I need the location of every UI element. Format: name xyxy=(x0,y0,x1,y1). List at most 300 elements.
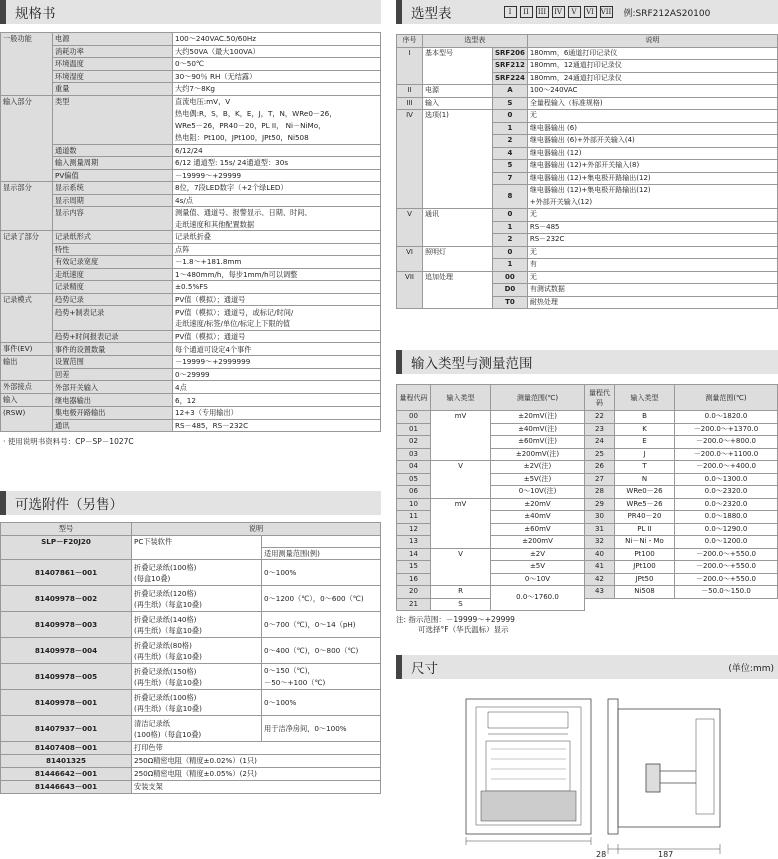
range-type: mV xyxy=(431,411,491,424)
sel-code: 1 xyxy=(493,221,528,234)
sel-name: 照明灯 xyxy=(423,246,493,259)
sel-desc-line1: 100～240VAC xyxy=(529,86,578,94)
sel-row xyxy=(397,172,778,185)
sel-code: 4 xyxy=(493,147,528,160)
sel-no: I xyxy=(397,47,423,60)
sel-desc-line1: 继电器输出 (12)+集电极开路输出(12) xyxy=(529,186,651,194)
range-code: 13 xyxy=(397,536,431,549)
sel-no xyxy=(397,135,423,148)
sel-desc xyxy=(527,271,777,284)
spec-item: 趋势+制表记录 xyxy=(53,306,173,318)
spec-category: 输入 xyxy=(1,394,53,407)
range-type xyxy=(431,561,491,574)
spec-row xyxy=(1,194,381,207)
sel-no xyxy=(397,284,423,297)
range-row xyxy=(397,511,778,524)
sel-no: V xyxy=(397,209,423,222)
spec-category xyxy=(1,58,53,71)
range-note-2: 可选择°F（华氏温标）显示 xyxy=(418,625,509,634)
spec-value: 每个通道可设定4个事件 xyxy=(173,343,381,356)
spec-row xyxy=(1,356,381,369)
range-row xyxy=(397,498,778,511)
range-value: －200.0～+550.0 xyxy=(675,573,778,586)
range-code: 31 xyxy=(585,523,615,536)
sel-no xyxy=(397,160,423,173)
range-code: 16 xyxy=(397,573,431,586)
sel-desc-line1: 全量程输入（标准规格) xyxy=(529,98,603,107)
spec-category xyxy=(1,330,53,343)
spec-value: PV值（模拟）；通道号，或标记/时间/ xyxy=(173,306,381,318)
sel-name xyxy=(423,135,493,148)
spec-category: 事件(EV) xyxy=(1,343,53,356)
acc-desc-line2: (再生纸)（每盒10叠) xyxy=(134,703,202,713)
front-view xyxy=(466,699,591,845)
range-value: ±5V(注) xyxy=(491,473,585,486)
sel-row xyxy=(397,185,778,209)
spec-value: 0～29999 xyxy=(173,368,381,381)
dimension-unit: (单位:mm) xyxy=(728,663,774,674)
sel-code: SRF224 xyxy=(493,72,528,85)
acc-code: 81446643－001 xyxy=(1,781,132,794)
sel-desc xyxy=(527,221,777,234)
range-code: 40 xyxy=(585,548,615,561)
range-type: E xyxy=(615,436,675,449)
acc-code: 81409978－005 xyxy=(1,664,132,690)
range-code: 24 xyxy=(585,436,615,449)
sel-name: 通讯 xyxy=(423,209,493,222)
spec-value: 12+3（专用输出） xyxy=(173,407,381,420)
sel-desc xyxy=(527,85,777,98)
spec-category xyxy=(1,368,53,381)
range-code: 05 xyxy=(397,473,431,486)
range-code: 32 xyxy=(585,536,615,549)
spec-section-header xyxy=(0,0,381,24)
range-value: ±20mV(注) xyxy=(491,411,585,424)
side-view xyxy=(608,699,720,854)
range-type xyxy=(431,473,491,486)
spec-category: 显示部分 xyxy=(1,182,53,195)
roman-code-box: VII xyxy=(600,8,612,16)
acc-row xyxy=(1,690,381,716)
acc-range xyxy=(262,612,381,638)
spec-category: (RSW) xyxy=(1,407,53,420)
sel-desc xyxy=(527,234,777,247)
spec-category: 记录模式 xyxy=(1,293,53,306)
sel-name: 输入 xyxy=(423,97,493,110)
range-code: 42 xyxy=(585,573,615,586)
sel-row xyxy=(397,284,778,297)
spec-row xyxy=(1,182,381,195)
spec-category: 外部接点 xyxy=(1,381,53,394)
accessory-table xyxy=(0,522,381,794)
range-value: ±200mV(注) xyxy=(491,448,585,461)
range-type: Ni508 xyxy=(615,586,675,599)
sel-row xyxy=(397,234,778,247)
spec-row xyxy=(1,231,381,244)
spec-value: 测量值、通道号、报警显示、日期、时间、 xyxy=(173,207,381,219)
range-value: －200.0～+550.0 xyxy=(675,561,778,574)
range-row xyxy=(397,423,778,436)
sel-desc-line1: 180mm，6通道打印记录仪 xyxy=(529,48,618,57)
spec-category xyxy=(1,281,53,294)
acc-desc-line2: (每盒10叠) xyxy=(134,573,171,583)
spec-row xyxy=(1,132,381,144)
selection-section-header xyxy=(396,0,778,24)
spec-category xyxy=(1,157,53,170)
acc-range-line1: 用于洁净房间，0～100% xyxy=(264,723,347,733)
sel-desc xyxy=(527,284,777,297)
rng-col-range-l: 测量范围(℃) xyxy=(491,385,585,411)
sel-row xyxy=(397,271,778,284)
range-value: 0.0～1290.0 xyxy=(675,523,778,536)
range-type: K xyxy=(615,423,675,436)
sel-row xyxy=(397,47,778,60)
acc-code: 81407408－001 xyxy=(1,742,132,755)
sel-row xyxy=(397,209,778,222)
spec-category xyxy=(1,169,53,182)
acc-row xyxy=(1,755,381,768)
acc-range-line1: 0～150（℃)， xyxy=(264,666,315,675)
acc-code: 81409978－001 xyxy=(1,690,132,716)
range-code: 02 xyxy=(397,436,431,449)
sel-col-no: 序号 xyxy=(397,35,423,48)
range-type: B xyxy=(615,411,675,424)
spec-row xyxy=(1,120,381,132)
sel-desc-line1: 无 xyxy=(529,247,537,256)
range-type: J xyxy=(615,448,675,461)
dimension-title: 尺寸 xyxy=(411,661,438,677)
sel-no xyxy=(397,221,423,234)
range-type: Ni－Ni・Mo xyxy=(615,536,675,549)
acc-code: 81409978－004 xyxy=(1,638,132,664)
range-value: 0～10V(注) xyxy=(491,486,585,499)
range-type: S xyxy=(431,598,491,611)
acc-desc xyxy=(132,664,262,690)
spec-row xyxy=(1,83,381,96)
range-title: 输入类型与测量范围 xyxy=(411,356,533,372)
spec-category: 输出 xyxy=(1,356,53,369)
spec-category xyxy=(1,132,53,144)
spec-row xyxy=(1,268,381,281)
spec-category xyxy=(1,306,53,318)
selection-title: 选型表 xyxy=(411,6,452,22)
spec-row xyxy=(1,33,381,46)
range-section-header xyxy=(396,350,778,374)
sel-name xyxy=(423,296,493,309)
sel-name xyxy=(423,259,493,272)
range-note-1: 注: 指示范围：－19999～+29999 xyxy=(396,615,515,624)
range-code: 27 xyxy=(585,473,615,486)
sel-desc-line1: 继电器输出 (12)+外部开关输入(8) xyxy=(529,161,640,169)
acc-desc-line2: (100格)（每盒10叠) xyxy=(134,729,202,739)
spec-value: 记录纸折叠 xyxy=(173,231,381,244)
spec-item: 走纸速度 xyxy=(53,268,173,281)
spec-item: 回差 xyxy=(53,368,173,381)
sel-no xyxy=(397,234,423,247)
spec-category xyxy=(1,108,53,120)
sel-name xyxy=(423,221,493,234)
spec-value: 走纸速度/标签/单位/标定上下限的值 xyxy=(173,318,381,330)
acc-desc: 250Ω精密电阻（精度±0.02%）(1只) xyxy=(132,755,381,768)
rng-col-code-r: 量程代码 xyxy=(585,385,615,411)
sel-name xyxy=(423,160,493,173)
range-value: 0.0～1200.0 xyxy=(675,536,778,549)
spec-row xyxy=(1,368,381,381)
range-value: －200.0～+1370.0 xyxy=(675,423,778,436)
roman-code-box: VI xyxy=(584,6,597,18)
range-value: 0.0～2320.0 xyxy=(675,486,778,499)
acc-code: 81409978－003 xyxy=(1,612,132,638)
spec-value: 4点 xyxy=(173,381,381,394)
acc-desc-line1: 折叠记录纸(140格) xyxy=(134,614,197,624)
spec-row xyxy=(1,343,381,356)
spec-category xyxy=(1,144,53,157)
acc-range xyxy=(262,586,381,612)
selection-table xyxy=(396,34,778,309)
sel-desc xyxy=(527,47,777,60)
range-value: 0.0～2320.0 xyxy=(675,498,778,511)
spec-row xyxy=(1,293,381,306)
range-type: mV xyxy=(431,498,491,511)
spec-row xyxy=(1,108,381,120)
spec-row xyxy=(1,330,381,343)
spec-value: 热电偶:R，S，B，K，E，J，T，N，WRe0－26， xyxy=(173,108,381,120)
spec-title: 规格书 xyxy=(15,6,56,22)
sel-name: 基本型号 xyxy=(423,47,493,60)
acc-desc: 安装支架 xyxy=(132,781,381,794)
spec-value: 100～240VAC.50/60Hz xyxy=(173,33,381,46)
sel-code: S xyxy=(493,97,528,110)
sel-desc xyxy=(527,259,777,272)
range-type: PL II xyxy=(615,523,675,536)
sel-desc-line1: 无 xyxy=(529,111,537,119)
sel-desc xyxy=(527,185,777,209)
spec-item: 设置范围 xyxy=(53,356,173,369)
acc-desc-line1: 折叠记录纸(100格) xyxy=(134,692,197,702)
acc-range-line1: 0～700（℃)，0～14（pH) xyxy=(264,619,356,629)
acc-desc-line1: 折叠记录纸(150格) xyxy=(134,666,197,676)
sel-row xyxy=(397,259,778,272)
range-code: 04 xyxy=(397,461,431,474)
spec-category xyxy=(1,83,53,96)
sel-row xyxy=(397,246,778,259)
acc-range xyxy=(262,716,381,742)
range-type xyxy=(431,536,491,549)
spec-value: PV值（模拟）；通道号 xyxy=(173,293,381,306)
spec-row xyxy=(1,144,381,157)
spec-item: 集电极开路输出 xyxy=(53,407,173,420)
spec-value: 点阵 xyxy=(173,243,381,256)
acc-desc xyxy=(132,586,262,612)
spec-value: RS－485，RS－232C xyxy=(173,419,381,432)
rng-col-range-r: 测量范围(℃) xyxy=(675,385,778,411)
spec-category: 记录了部分 xyxy=(1,231,53,244)
spec-category xyxy=(1,45,53,58)
sel-desc-line1: RS－485 xyxy=(529,222,560,231)
spec-item: PV偏值 xyxy=(53,169,173,182)
acc-desc xyxy=(132,638,262,664)
spec-item: 外部开关输入 xyxy=(53,381,173,394)
spec-item: 继电器输出 xyxy=(53,394,173,407)
spec-item: 通道数 xyxy=(53,144,173,157)
sel-code: SRF206 xyxy=(493,47,528,60)
sel-code: 2 xyxy=(493,234,528,247)
sel-code: 1 xyxy=(493,259,528,272)
spec-row xyxy=(1,419,381,432)
acc-range xyxy=(262,664,381,690)
acc-row xyxy=(1,664,381,690)
roman-code-box: II xyxy=(520,6,533,18)
range-table xyxy=(396,384,778,611)
sel-desc xyxy=(527,209,777,222)
sel-name xyxy=(423,72,493,85)
sel-code: 0 xyxy=(493,110,528,123)
sel-desc-line1: 无 xyxy=(529,272,537,281)
range-row xyxy=(397,523,778,536)
range-code: 30 xyxy=(585,511,615,524)
acc-col-model: 型号 xyxy=(1,523,132,536)
range-code: 12 xyxy=(397,523,431,536)
acc-code: 81446642－001 xyxy=(1,768,132,781)
range-code: 29 xyxy=(585,498,615,511)
range-code: 15 xyxy=(397,561,431,574)
sel-no xyxy=(397,259,423,272)
sel-desc xyxy=(527,160,777,173)
range-code: 00 xyxy=(397,411,431,424)
spec-item: 有效记录宽度 xyxy=(53,256,173,269)
range-value: －200.0～+550.0 xyxy=(675,548,778,561)
range-code: 26 xyxy=(585,461,615,474)
range-code: 01 xyxy=(397,423,431,436)
spec-value: 热电阻：Pt100，JPt100，JPt50，Ni508 xyxy=(173,132,381,144)
sel-desc xyxy=(527,110,777,123)
acc-row xyxy=(1,768,381,781)
acc-group-desc: PC下装软件 xyxy=(132,535,262,560)
rng-col-code-l: 量程代码 xyxy=(397,385,431,411)
spec-item xyxy=(53,219,173,231)
range-row xyxy=(397,548,778,561)
range-code: 11 xyxy=(397,511,431,524)
sel-code: A xyxy=(493,85,528,98)
spec-row xyxy=(1,306,381,318)
acc-desc: 250Ω精密电阻（精度±0.05%）(2只) xyxy=(132,768,381,781)
range-row xyxy=(397,461,778,474)
sel-name: 追加处理 xyxy=(423,271,493,284)
spec-item: 消耗功率 xyxy=(53,45,173,58)
range-type xyxy=(431,511,491,524)
sel-row xyxy=(397,147,778,160)
spec-value: 大约7～8Kg xyxy=(173,83,381,96)
sel-no: III xyxy=(397,97,423,110)
spec-item: 环境温度 xyxy=(53,58,173,71)
range-row xyxy=(397,561,778,574)
spec-row xyxy=(1,207,381,219)
range-value: 0.0～1880.0 xyxy=(675,511,778,524)
acc-desc-line2: (再生纸)（每盒10叠) xyxy=(134,625,202,635)
acc-range-line1: 0～1200（℃），0～600（℃) xyxy=(264,593,364,603)
sel-row xyxy=(397,296,778,309)
sel-name xyxy=(423,122,493,135)
acc-desc-line1: 折叠记录纸(100格) xyxy=(134,562,197,572)
spec-item: 趋势+时间报表记录 xyxy=(53,330,173,343)
spec-item xyxy=(53,108,173,120)
dimension-section-header xyxy=(396,655,778,679)
roman-code-box: I xyxy=(504,6,517,18)
spec-category: 输入部分 xyxy=(1,95,53,108)
spec-value: 8位，7段LED数字（+2个绿LED） xyxy=(173,182,381,195)
sel-name xyxy=(423,147,493,160)
acc-code: 81409978－002 xyxy=(1,586,132,612)
range-type: PR40－20 xyxy=(615,511,675,524)
spec-item xyxy=(53,120,173,132)
spec-row xyxy=(1,318,381,330)
sel-name xyxy=(423,234,493,247)
sel-row xyxy=(397,135,778,148)
acc-code: 81407937－001 xyxy=(1,716,132,742)
sel-desc xyxy=(527,60,777,73)
acc-range-line2: －50～+100（℃) xyxy=(264,677,326,687)
range-type xyxy=(431,436,491,449)
sel-code: 1 xyxy=(493,122,528,135)
range-row xyxy=(397,448,778,461)
acc-range-header: 适用测量范围(例) xyxy=(262,547,381,560)
sel-desc xyxy=(527,246,777,259)
spec-table xyxy=(0,32,381,432)
acc-desc xyxy=(132,716,262,742)
spec-value: 直流电压:mV，V xyxy=(173,95,381,108)
spec-category xyxy=(1,318,53,330)
range-type: V xyxy=(431,461,491,474)
range-value: 0.0～1820.0 xyxy=(675,411,778,424)
sel-row xyxy=(397,160,778,173)
spec-row xyxy=(1,219,381,231)
sel-desc-line1: 有测试数据 xyxy=(529,285,565,293)
acc-row xyxy=(1,638,381,664)
acc-col-desc: 说明 xyxy=(132,523,381,536)
spec-row xyxy=(1,281,381,294)
sel-desc-line1: 180mm，12通道打印记录仪 xyxy=(529,61,622,69)
spec-value: 30～90％ RH（无结露） xyxy=(173,70,381,83)
range-code: 22 xyxy=(585,411,615,424)
sel-desc-line1: 继电器输出 (6) xyxy=(529,123,577,132)
spec-item xyxy=(53,132,173,144)
sel-name xyxy=(423,172,493,185)
sel-no: VI xyxy=(397,246,423,259)
sel-desc-line1: 无 xyxy=(529,210,537,218)
spec-value: 6/12 通道型: 15s/ 24通道型：30s xyxy=(173,157,381,170)
range-value: ±200mV xyxy=(491,536,585,549)
range-type: WRe5－26 xyxy=(615,498,675,511)
sel-name xyxy=(423,60,493,73)
spec-item: 显示周期 xyxy=(53,194,173,207)
sel-row xyxy=(397,60,778,73)
range-value: －50.0～150.0 xyxy=(675,586,778,599)
acc-code: 81401325 xyxy=(1,755,132,768)
sel-row xyxy=(397,72,778,85)
sel-no: II xyxy=(397,85,423,98)
spec-item: 显示内容 xyxy=(53,207,173,219)
acc-desc-line2: (再生纸)（每盒10叠) xyxy=(134,651,202,661)
range-code: 21 xyxy=(397,598,431,611)
range-value: ±60mV(注) xyxy=(491,436,585,449)
spec-value: 0～50℃ xyxy=(173,58,381,71)
range-code: 25 xyxy=(585,448,615,461)
sel-name: 选项(1) xyxy=(423,110,493,123)
acc-desc-line1: 折叠记录纸(120格) xyxy=(134,588,197,598)
spec-note: · 使用说明书资料号：CP－SP－1027C xyxy=(3,437,134,447)
range-code: 23 xyxy=(585,423,615,436)
range-row xyxy=(397,573,778,586)
